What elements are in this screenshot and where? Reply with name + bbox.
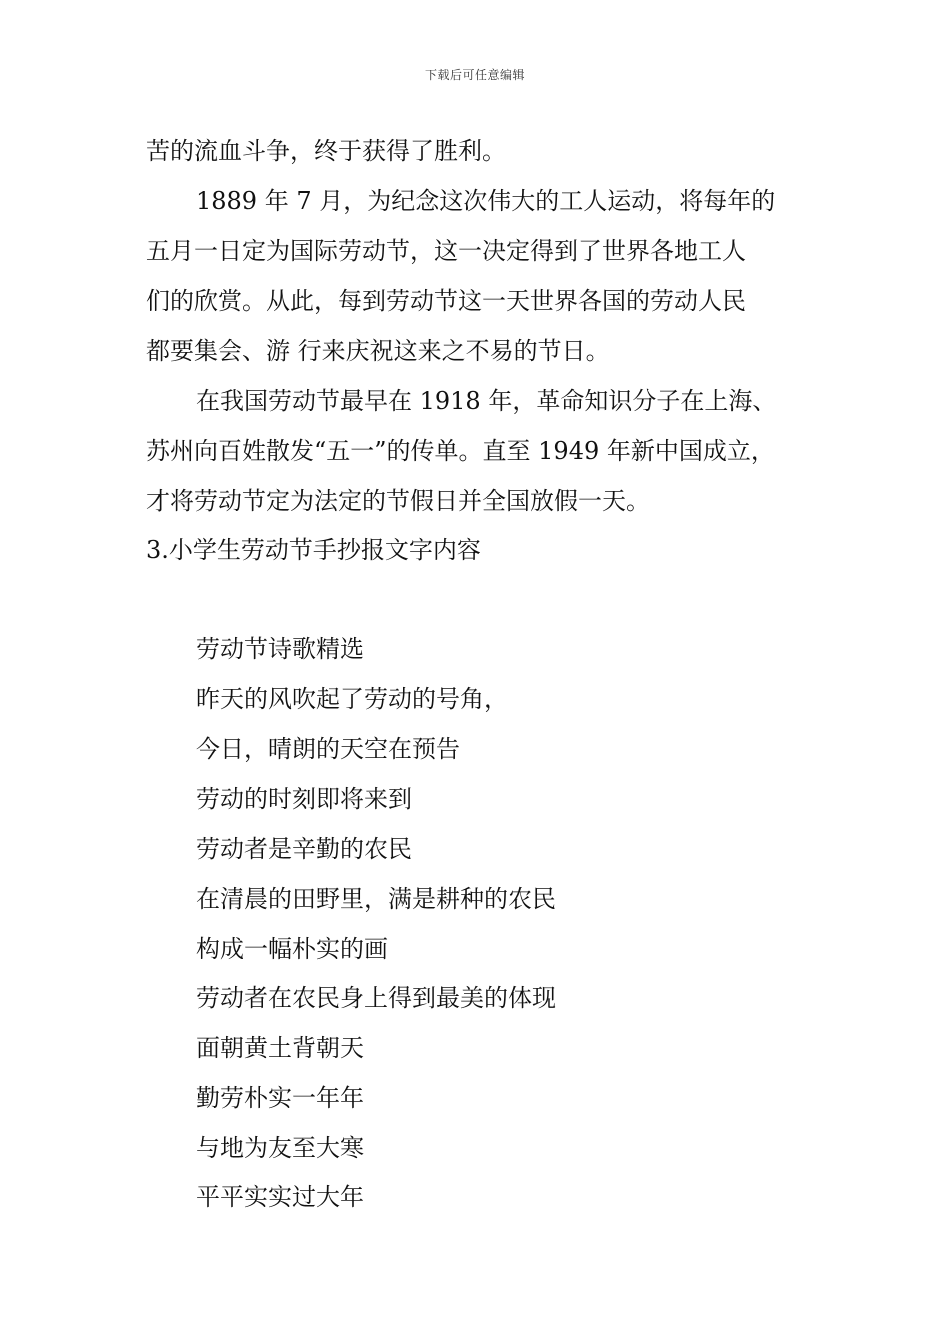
poem-title: 劳动节诗歌精选 — [196, 635, 364, 663]
poem-line: 在清晨的田野里，满是耕种的农民 — [196, 885, 556, 913]
paragraph-line: 苏州向百姓散发“五一”的传单。直至 1949 年新中国成立， — [146, 437, 775, 465]
poem-line: 劳动者是辛勤的农民 — [196, 835, 412, 863]
poem-line: 劳动的时刻即将来到 — [196, 785, 412, 813]
poem-line: 今日，晴朗的天空在预告 — [196, 735, 460, 763]
paragraph-line: 五月一日定为国际劳动节，这一决定得到了世界各地工人 — [146, 237, 746, 265]
poem-line: 构成一幅朴实的画 — [196, 935, 388, 963]
paragraph-line: 才将劳动节定为法定的节假日并全国放假一天。 — [146, 487, 650, 515]
poem-line: 劳动者在农民身上得到最美的体现 — [196, 984, 556, 1012]
poem-line: 面朝黄土背朝天 — [196, 1034, 364, 1062]
paragraph-line: 1889 年 7 月，为纪念这次伟大的工人运动，将每年的 — [196, 187, 776, 215]
paragraph-line: 在我国劳动节最早在 1918 年，革命知识分子在上海、 — [196, 387, 777, 415]
poem-line: 昨天的风吹起了劳动的号角， — [196, 685, 508, 713]
paragraph-line: 苦的流血斗争，终于获得了胜利。 — [146, 137, 506, 165]
section-heading: 3.小学生劳动节手抄报文字内容 — [146, 536, 481, 564]
paragraph-line: 都要集会、游 行来庆祝这来之不易的节日。 — [146, 337, 610, 365]
poem-line: 平平实实过大年 — [196, 1183, 364, 1211]
poem-line: 与地为友至大寒 — [196, 1134, 364, 1162]
page-header: 下载后可任意编辑 — [424, 68, 525, 82]
paragraph-line: 们的欣赏。从此，每到劳动节这一天世界各国的劳动人民 — [146, 287, 746, 315]
poem-line: 勤劳朴实一年年 — [196, 1084, 364, 1112]
